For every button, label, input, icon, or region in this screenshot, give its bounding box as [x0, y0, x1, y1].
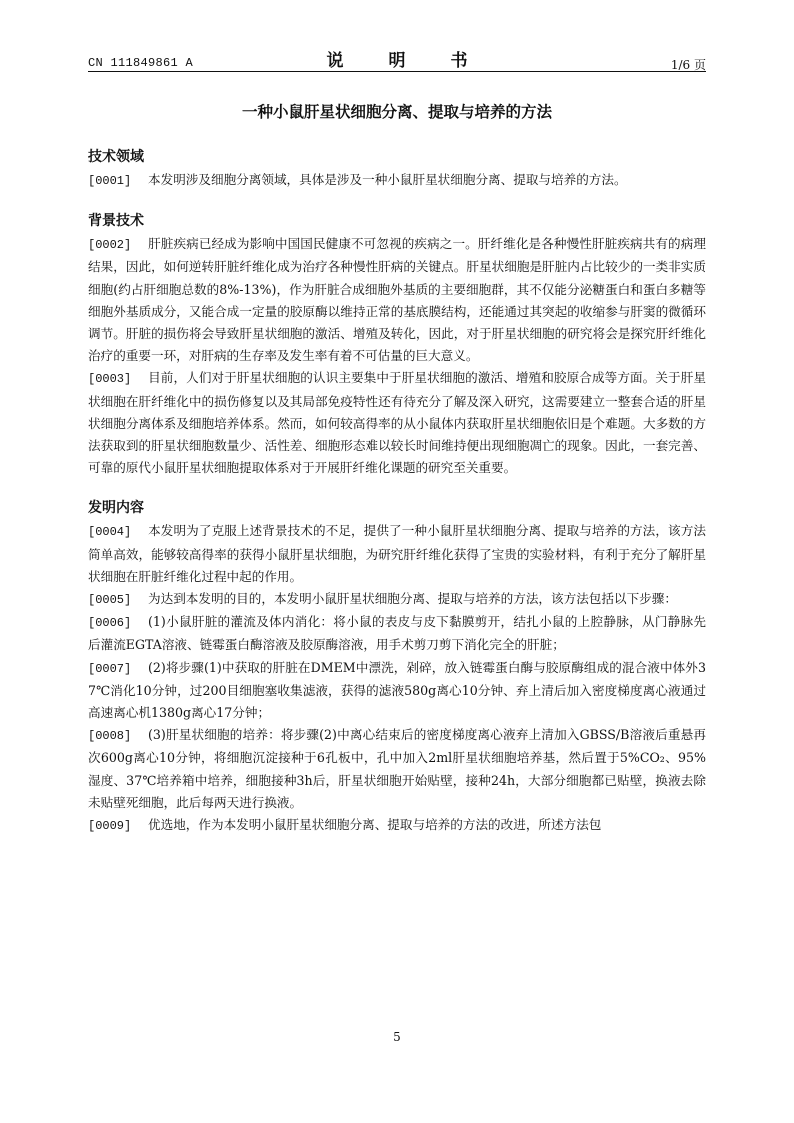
section-heading: 背景技术 — [88, 213, 144, 230]
paragraph-text: (1)小鼠肝脏的灌流及体内消化：将小鼠的表皮与皮下黏膜剪开，结扎小鼠的上腔静脉，从门静脉先后灌流EGTA溶液、链霉蛋白酶溶液及胶原酶溶液，用手术剪刀剪下消化完全的肝脏； — [88, 614, 706, 653]
header-rule — [88, 71, 706, 72]
paragraph-number: [0001] — [88, 174, 132, 188]
paragraph — [88, 169, 706, 192]
paragraph-text: 肝脏疾病已经成为影响中国国民健康不可忽视的疾病之一。肝纤维化是各种慢性肝脏疾病共有的病理结果，因此，如何逆转肝脏纤维化成为治疗各种慢性肝病的关键点。肝星状细胞是肝脏内占比较少的一类非实质细胞(约占肝细胞总数的8%-13%)，作为肝脏合成细胞外基质的主要细胞群，其不仅能分泌糖蛋白和蛋白多糖等细胞外基质成分，又能合成一定量的胶原酶以维持正常的基底膜结构，还能通过其突起的收缩参与肝窦的微循环调节。肝脏的损伤将会导致肝星状细胞的激活、增殖及转化，因此，对于肝星状细胞的研究将会是探究肝纤维化治疗的重要一环，对肝病的生存率及发生率有着不可估量的巨大意义。 — [88, 236, 706, 364]
section-heading: 发明内容 — [88, 500, 144, 517]
paragraph-number: [0006] — [88, 616, 132, 631]
document-body — [88, 147, 706, 837]
paragraph-text: 为达到本发明的目的，本发明小鼠肝星状细胞分离、提取与培养的方法，该方法包括以下步骤： — [148, 591, 677, 607]
doc-type-title: 说 明 书 — [326, 51, 482, 71]
paragraph — [88, 814, 706, 837]
paragraph — [88, 367, 706, 479]
paragraph — [88, 657, 706, 725]
paragraph-text: (3)肝星状细胞的培养：将步骤(2)中离心结束后的密度梯度离心液弃上清加入GBSS/B溶液后重悬再次600g离心10分钟，将细胞沉淀接种于6孔板中，孔中加入2ml肝星状细胞培养基，然后置于5%CO₂、95%湿度、37℃培养箱中培养，细胞接种3h后，肝星状细胞开始贴壁，接种24h，大部分细胞都已贴壁，换液去除未贴壁死细胞，此后每两天进行换液。 — [88, 727, 706, 810]
paragraph-number: [0004] — [88, 525, 132, 540]
page-header — [88, 44, 706, 78]
paragraph-number: [0003] — [88, 372, 132, 387]
paragraph-number: [0008] — [88, 729, 132, 744]
paragraph-text: 目前，人们对于肝星状细胞的认识主要集中于肝星状细胞的激活、增殖和胶原合成等方面。关于肝星状细胞在肝纤维化中的损伤修复以及其局部免疫特性还有待充分了解及深入研究，这需要建立一整套合适的肝星状细胞分离体系及细胞培养体系。然而，如何较高得率的从小鼠体内获取肝星状细胞依旧是个难题。大多数的方法获取到的肝星状细胞数量少、活性差、细胞形态难以较长时间维持便出现细胞凋亡的现象。因此，一套完善、可靠的原代小鼠肝星状细胞提取体系对于开展肝纤维化课题的研究至关重要。 — [88, 370, 706, 476]
paragraph-text: 本发明为了克服上述背景技术的不足，提供了一种小鼠肝星状细胞分离、提取与培养的方法，该方法简单高效，能够较高得率的获得小鼠肝星状细胞，为研究肝纤维化获得了宝贵的实验材料，有利于充分了解肝星状细胞在肝脏纤维化过程中起的作用。 — [88, 523, 706, 584]
paragraph-number: [0005] — [88, 593, 132, 608]
paragraph-number: [0007] — [88, 661, 132, 676]
section-background — [88, 211, 706, 479]
page-number: 5 — [393, 1030, 401, 1044]
paragraph — [88, 611, 706, 656]
paragraph-text: 优选地，作为本发明小鼠肝星状细胞分离、提取与培养的方法的改进，所述方法包 — [148, 817, 602, 833]
doc-number: CN 111849861 A — [88, 56, 194, 70]
page-label: 1/6 页 — [670, 58, 706, 72]
paragraph — [88, 520, 706, 588]
paragraph-text: 本发明涉及细胞分离领域，具体是涉及一种小鼠肝星状细胞分离、提取与培养的方法。 — [148, 172, 627, 187]
paragraph — [88, 724, 706, 814]
section-summary — [88, 498, 706, 837]
document-title: 一种小鼠肝星状细胞分离、提取与培养的方法 — [241, 103, 552, 121]
paragraph-number: [0009] — [88, 819, 132, 834]
paragraph — [88, 588, 706, 611]
paragraph-number: [0002] — [88, 238, 132, 253]
section-heading: 技术领域 — [88, 149, 144, 165]
paragraph — [88, 233, 706, 367]
paragraph-text: (2)将步骤(1)中获取的肝脏在DMEM中漂洗，剁碎，放入链霉蛋白酶与胶原酶组成的混合液中体外37℃消化10分钟，过200目细胞塞收集滤液，获得的滤液580g离心10分钟、弃上清后加入密度梯度离心液通过高速离心机1380g离心17分钟； — [88, 659, 706, 721]
section-technical-field — [88, 147, 706, 192]
